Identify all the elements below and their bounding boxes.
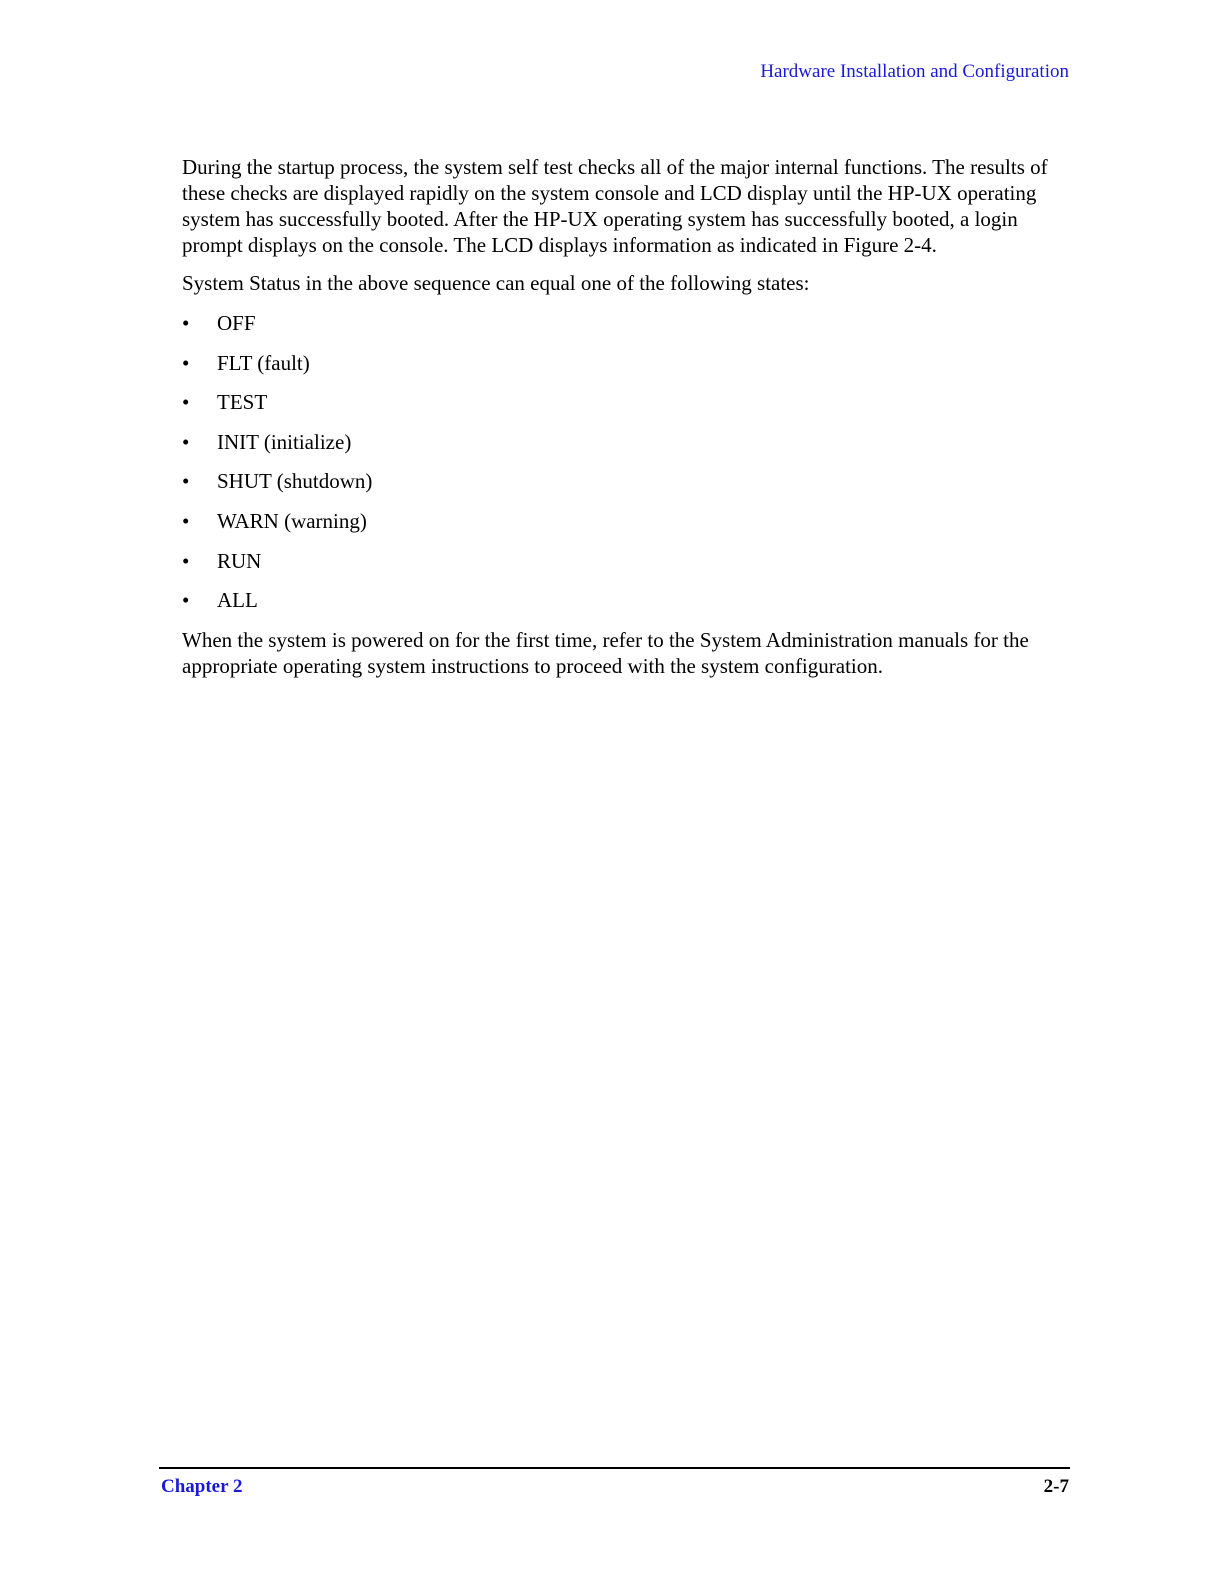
state-label: OFF (217, 311, 256, 335)
state-label: SHUT (shutdown) (217, 469, 373, 494)
status-paragraph: System Status in the above sequence can equal one of the following states: (182, 271, 810, 295)
list-item (182, 508, 1072, 534)
footer-page-number: 2-7 (1043, 1476, 1069, 1497)
state-label: WARN (warning) (217, 508, 367, 533)
bullet-icon: • (182, 588, 190, 613)
intro-paragraph: During the startup process, the system self test checks all of the major internal functions. The results of these checks are displayed rapidly on the system console and LCD display until the HP-UX operating system has successfully booted. After the HP-UX operating system has successfully booted, a login prompt displays on the console. The LCD displays information as indicated in Figure 2-4. (182, 155, 1048, 257)
list-item (182, 389, 1072, 415)
closing-paragraph: When the system is powered on for the first time, refer to the System Administration manuals for the appropriate operating system instructions to proceed with the system configuration. (182, 627, 1029, 678)
bullet-icon: • (182, 548, 190, 573)
list-item (182, 548, 1072, 574)
page-content (182, 154, 1072, 679)
system-states-list (182, 310, 1072, 613)
footer-divider (159, 1467, 1070, 1469)
state-label: ALL (217, 588, 258, 613)
bullet-icon: • (182, 508, 190, 533)
running-header-title: Hardware Installation and Configuration (760, 61, 1069, 82)
list-item (182, 310, 1072, 336)
state-label: RUN (217, 548, 262, 573)
footer-chapter-label: Chapter 2 (161, 1476, 243, 1497)
bullet-icon: • (182, 311, 190, 335)
list-item (182, 350, 1072, 376)
bullet-icon: • (182, 390, 190, 415)
list-item (182, 468, 1072, 494)
list-item (182, 587, 1072, 613)
list-item (182, 429, 1072, 455)
state-label: INIT (initialize) (217, 429, 352, 454)
bullet-icon: • (182, 469, 190, 494)
bullet-icon: • (182, 429, 190, 454)
state-label: TEST (217, 390, 268, 415)
state-label: FLT (fault) (217, 350, 310, 375)
bullet-icon: • (182, 350, 190, 375)
